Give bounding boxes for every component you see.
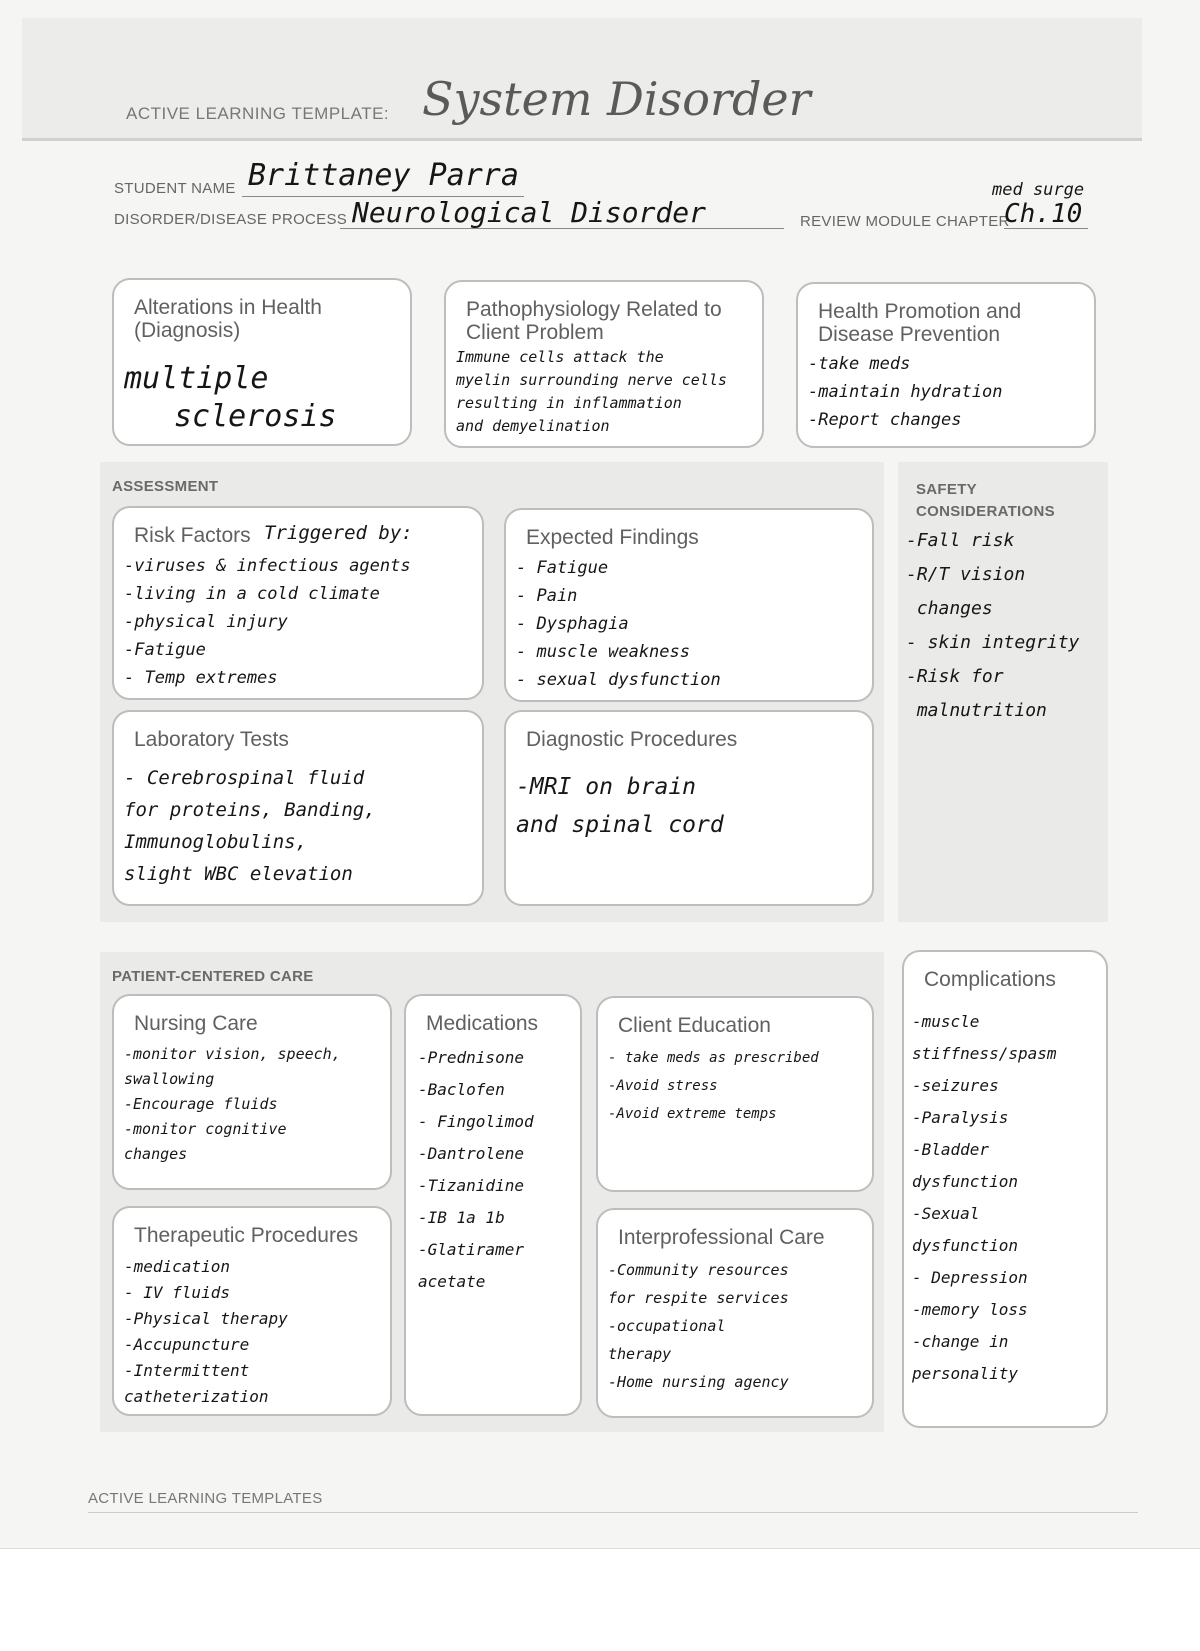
note-line: stiffness/spasm — [912, 1044, 1057, 1063]
risk-factors-notes[interactable] — [124, 552, 476, 692]
alterations-box — [112, 278, 412, 446]
nursing-care-title: Nursing Care — [134, 1012, 258, 1035]
patient-centered-care-label: PATIENT-CENTERED CARE — [112, 968, 314, 985]
complications-notes[interactable] — [912, 1006, 1100, 1390]
risk-factors-box — [112, 506, 484, 700]
client-education-notes[interactable] — [608, 1044, 866, 1128]
student-name-value[interactable]: Brittaney Parra — [248, 158, 519, 193]
client-education-title: Client Education — [618, 1014, 771, 1037]
note-line: -monitor vision, speech, — [124, 1045, 341, 1063]
safety-label-2: CONSIDERATIONS — [916, 503, 1055, 520]
note-line: -Baclofen — [418, 1080, 505, 1099]
note-line: - Cerebrospinal fluid — [124, 767, 365, 789]
note-line: - Dysphagia — [516, 614, 629, 634]
note-line: -Paralysis — [912, 1108, 1009, 1127]
note-line: changes — [124, 1145, 188, 1163]
assessment-label: ASSESSMENT — [112, 478, 219, 495]
note-line: -Tizanidine — [418, 1176, 524, 1195]
note-line: and demyelination — [456, 417, 610, 435]
note-line: - take meds as prescribed — [608, 1050, 819, 1066]
note-line: personality — [912, 1364, 1018, 1383]
note-line: - Temp extremes — [124, 668, 278, 688]
interprofessional-care-title: Interprofessional Care — [618, 1226, 825, 1249]
note-line: -Physical therapy — [124, 1309, 288, 1328]
note-line: - Fatigue — [516, 558, 609, 578]
review-module-label: REVIEW MODULE CHAPTER — [800, 213, 1010, 230]
pathophysiology-title: Pathophysiology Related to Client Problem — [466, 298, 722, 344]
note-line: - skin integrity — [906, 632, 1080, 653]
note-line: -MRI on brain — [516, 774, 697, 800]
note-line: -Avoid stress — [608, 1078, 718, 1094]
nursing-care-box — [112, 994, 392, 1190]
note-line: -Intermittent — [124, 1361, 250, 1380]
note-line: -Glatiramer — [418, 1240, 524, 1259]
complications-title: Complications — [924, 968, 1056, 991]
note-line: -physical injury — [124, 612, 288, 632]
note-line: -Fall risk — [906, 530, 1015, 551]
medications-box — [404, 994, 582, 1416]
alterations-notes[interactable] — [124, 360, 404, 436]
note-line: -maintain hydration — [808, 382, 1003, 402]
nursing-care-notes[interactable] — [124, 1042, 384, 1167]
note-line: - Depression — [912, 1268, 1028, 1287]
client-education-box — [596, 996, 874, 1192]
health-promotion-notes[interactable] — [808, 350, 1088, 434]
expected-findings-box — [504, 508, 874, 702]
note-line: for respite services — [608, 1289, 789, 1307]
health-promotion-title: Health Promotion and Disease Prevention — [818, 300, 1022, 346]
note-line: -Prednisone — [418, 1048, 524, 1067]
interprofessional-care-notes[interactable] — [608, 1256, 866, 1396]
therapeutic-procedures-title: Therapeutic Procedures — [134, 1224, 359, 1247]
note-line: - Fingolimod — [418, 1112, 534, 1131]
expected-findings-notes[interactable] — [516, 554, 866, 694]
risk-factors-note: Triggered by: — [264, 522, 413, 544]
review-module-value[interactable]: Ch.10 — [1004, 199, 1083, 229]
note-line: -Sexual — [912, 1204, 980, 1223]
note-line: -IB 1a 1b — [418, 1208, 505, 1227]
note-line: dysfunction — [912, 1172, 1018, 1191]
diagnostic-procedures-title: Diagnostic Procedures — [526, 728, 738, 751]
note-line: -occupational — [608, 1317, 726, 1335]
complications-box — [902, 950, 1108, 1428]
note-line: and spinal cord — [516, 812, 724, 838]
note-line: slight WBC elevation — [124, 863, 353, 885]
note-line: -Fatigue — [124, 640, 206, 660]
note-line: resulting in inflammation — [456, 394, 682, 412]
diagnostic-procedures-notes[interactable] — [516, 768, 866, 844]
note-line: - muscle weakness — [516, 642, 690, 662]
note-line: -R/T vision — [906, 564, 1026, 585]
note-line: -viruses & infectious agents — [124, 556, 411, 576]
laboratory-tests-box — [112, 710, 484, 906]
medications-title: Medications — [426, 1012, 539, 1035]
note-line: -muscle — [912, 1012, 980, 1031]
laboratory-tests-notes[interactable] — [124, 762, 476, 890]
disorder-label: DISORDER/DISEASE PROCESS — [114, 211, 348, 228]
note-line: - sexual dysfunction — [516, 670, 721, 690]
laboratory-tests-title: Laboratory Tests — [134, 728, 289, 751]
pathophysiology-notes[interactable] — [456, 346, 756, 438]
note-line: changes — [906, 598, 993, 619]
note-line: sclerosis — [174, 399, 337, 434]
note-line: -memory loss — [912, 1300, 1028, 1319]
note-line: -take meds — [808, 354, 911, 374]
note-line: - IV fluids — [124, 1283, 230, 1302]
note-line: acetate — [418, 1272, 486, 1291]
note-line: -Bladder — [912, 1140, 990, 1159]
note-line: dysfunction — [912, 1236, 1018, 1255]
note-line: -Encourage fluids — [124, 1095, 278, 1113]
note-line: -Avoid extreme temps — [608, 1106, 777, 1122]
therapeutic-procedures-notes[interactable] — [124, 1254, 384, 1410]
review-module-note: med surge — [992, 180, 1085, 200]
note-line: -seizures — [912, 1076, 999, 1095]
note-line: therapy — [608, 1345, 672, 1363]
note-line: -Community resources — [608, 1261, 789, 1279]
note-line: myelin surrounding nerve cells — [456, 371, 727, 389]
note-line: -monitor cognitive — [124, 1120, 287, 1138]
note-line: -Risk for — [906, 666, 1004, 687]
interprofessional-care-box — [596, 1208, 874, 1418]
pathophysiology-box — [444, 280, 764, 448]
note-line: multiple — [124, 361, 269, 396]
safety-notes[interactable] — [906, 524, 1079, 728]
risk-factors-title: Risk Factors — [134, 524, 251, 547]
expected-findings-title: Expected Findings — [526, 526, 699, 549]
note-line: -Dantrolene — [418, 1144, 524, 1163]
health-promotion-box — [796, 282, 1096, 448]
alterations-title: Alterations in Health (Diagnosis) — [134, 296, 322, 342]
student-name-label: STUDENT NAME — [114, 180, 236, 197]
footer-label: ACTIVE LEARNING TEMPLATES — [88, 1490, 323, 1507]
page-title: System Disorder — [422, 72, 811, 126]
note-line: -medication — [124, 1257, 230, 1276]
diagnostic-procedures-box — [504, 710, 874, 906]
footer-divider — [88, 1512, 1138, 1513]
scan-margin — [0, 1548, 1200, 1651]
note-line: - Pain — [516, 586, 578, 606]
note-line: Immunoglobulins, — [124, 831, 308, 853]
disorder-value[interactable]: Neurological Disorder — [352, 196, 707, 229]
note-line: -change in — [912, 1332, 1009, 1351]
note-line: -living in a cold climate — [124, 584, 380, 604]
note-line: catheterization — [124, 1387, 269, 1406]
note-line: swallowing — [124, 1070, 215, 1088]
note-line: -Report changes — [808, 410, 962, 430]
therapeutic-procedures-box — [112, 1206, 392, 1416]
note-line: -Accupuncture — [124, 1335, 250, 1354]
template-label: ACTIVE LEARNING TEMPLATE: — [126, 104, 390, 123]
medications-notes[interactable] — [418, 1042, 574, 1298]
safety-label-1: SAFETY — [916, 481, 977, 498]
note-line: Immune cells attack the — [456, 348, 664, 366]
note-line: for proteins, Banding, — [124, 799, 376, 821]
note-line: malnutrition — [906, 700, 1047, 721]
note-line: -Home nursing agency — [608, 1373, 789, 1391]
